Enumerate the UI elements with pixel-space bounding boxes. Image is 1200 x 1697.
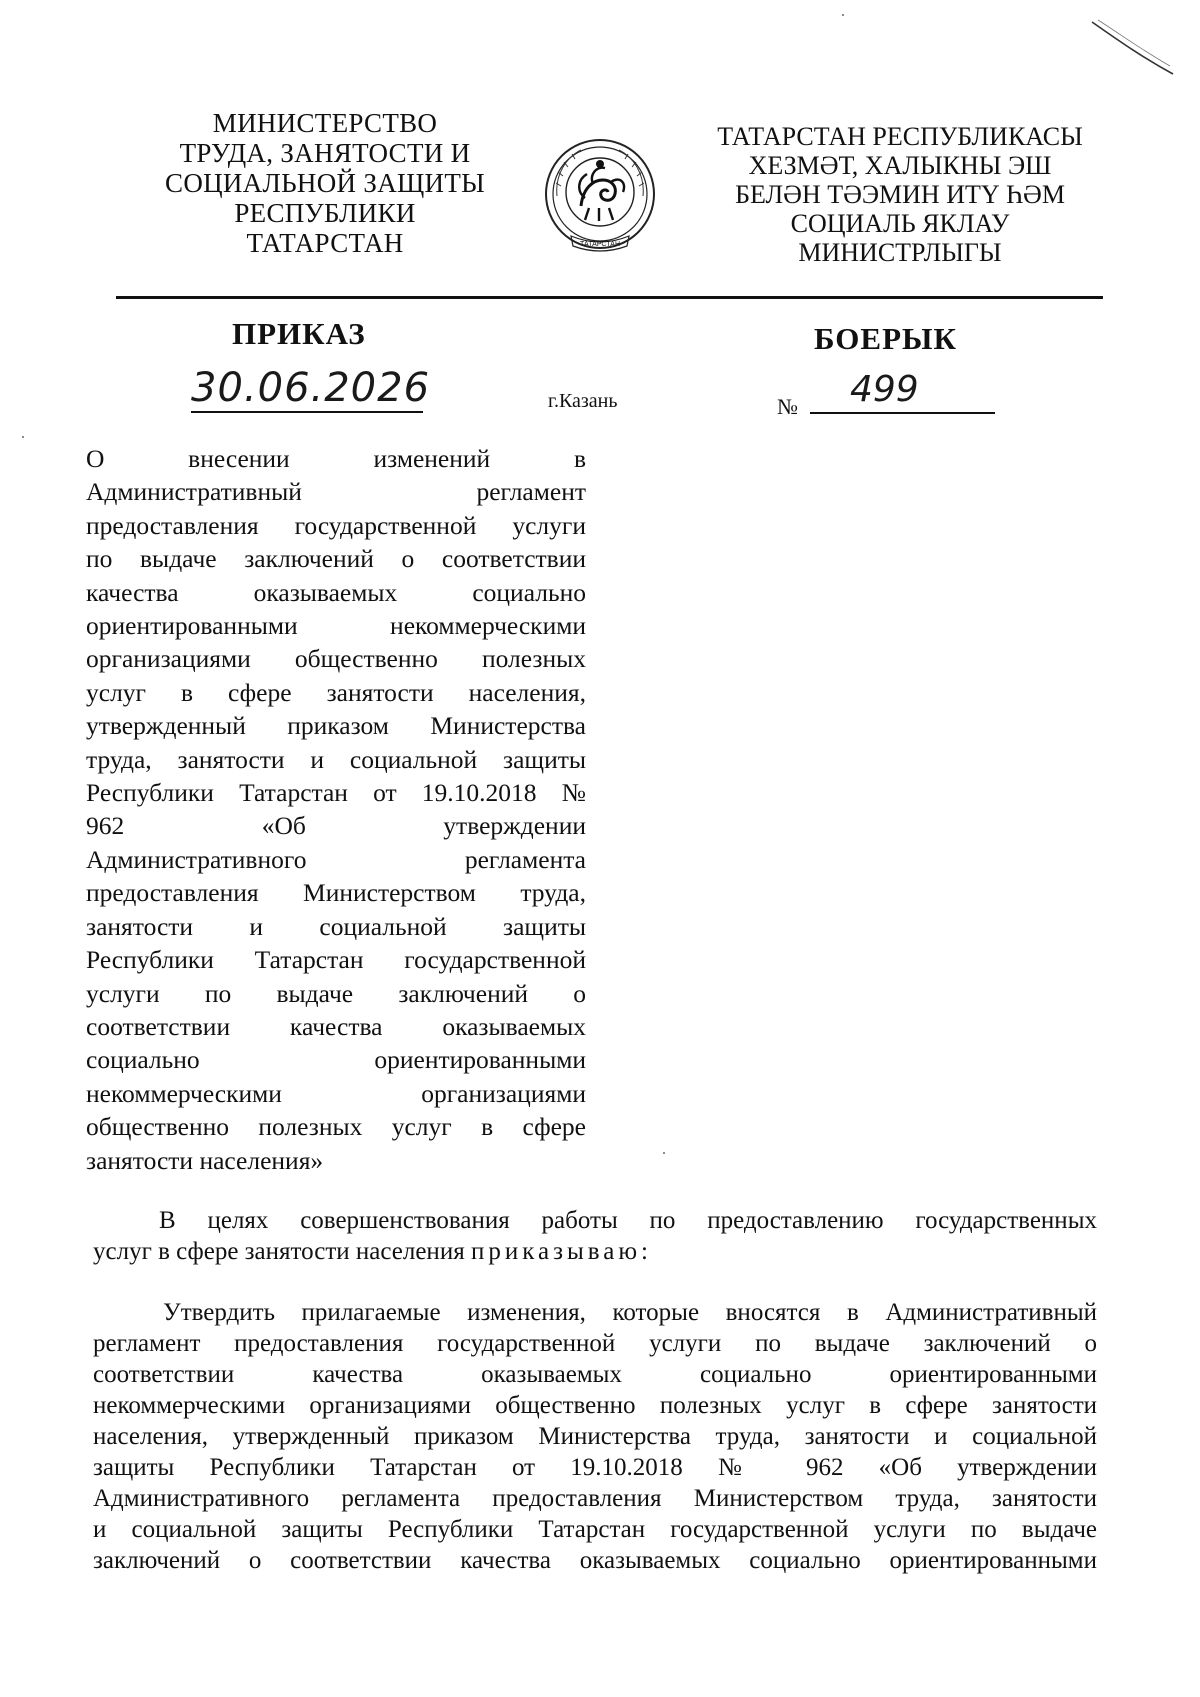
order-number-label: № xyxy=(777,394,798,419)
paragraph-text: услуг в сфере занятости населения xyxy=(93,1238,471,1265)
subject-line: Административный регламент xyxy=(86,477,586,507)
ministry-name-ru-line: РЕСПУБЛИКИ xyxy=(234,198,416,228)
tatarstan-emblem-icon xyxy=(541,136,659,256)
subject-line: общественно полезных услуг в сфере xyxy=(86,1112,586,1142)
subject-line: соответствии качества оказываемых xyxy=(86,1011,586,1041)
subject-line: ориентированными некоммерческими xyxy=(86,611,586,641)
operative-paragraph xyxy=(93,1297,1097,1576)
ministry-name-tt-line: ХЕЗМӘТ, ХАЛЫКНЫ ЭШ xyxy=(748,151,1052,180)
subject-line: организациями общественно полезных xyxy=(86,644,586,674)
ministry-name-tt-line: МИНИСТРЛЫГЫ xyxy=(798,238,1002,267)
paragraph-line: и социальной защиты Республики Татарстан государственной услуги по выдаче xyxy=(93,1516,1097,1543)
subject-line: Республики Татарстан от 19.10.2018 № xyxy=(86,778,586,808)
ministry-name-tt-line: ТАТАРСТАН РЕСПУБЛИКАСЫ xyxy=(717,122,1083,151)
paragraph-line xyxy=(93,1236,1097,1267)
scan-scratch-mark xyxy=(1090,18,1175,78)
ministry-name-ru xyxy=(130,108,520,258)
subject-line: занятости и социальной защиты xyxy=(86,911,586,941)
subject-line: занятости населения» xyxy=(86,1145,324,1175)
ministry-name-ru-line: ТРУДА, ЗАНЯТОСТИ И xyxy=(179,138,471,168)
preamble-paragraph xyxy=(93,1205,1097,1267)
header-divider xyxy=(116,296,1103,299)
subject-line: утвержденный приказом Министерства xyxy=(86,711,586,741)
subject-line: по выдаче заключений о соответствии xyxy=(86,544,586,574)
subject-line: труда, занятости и социальной защиты xyxy=(86,744,586,774)
subject-line: социально ориентированными xyxy=(86,1045,586,1075)
paragraph-line: населения, утвержденный приказом Министерства труда, занятости и социальной xyxy=(93,1423,1097,1450)
scan-speck xyxy=(663,1152,665,1154)
order-number: 499 xyxy=(810,368,995,414)
subject-line: Республики Татарстан государственной xyxy=(86,945,586,975)
ministry-name-tt-line: СОЦИАЛЬ ЯКЛАУ xyxy=(790,209,1010,238)
paragraph-line: некоммерческими организациями общественно полезных услуг в сфере занятости xyxy=(93,1392,1097,1419)
subject-line: предоставления государственной услуги xyxy=(86,510,586,540)
subject-line: услуг в сфере занятости населения, xyxy=(86,677,586,707)
order-date: 30.06.2026 xyxy=(191,365,431,411)
scan-speck xyxy=(842,14,844,16)
order-verb: приказываю: xyxy=(470,1238,652,1265)
subject-line: Административного регламента xyxy=(86,844,586,874)
order-city: г.Казань xyxy=(548,390,618,412)
paragraph-line: защиты Республики Татарстан от 19.10.2018 № 962 «Об утверждении xyxy=(93,1454,1097,1481)
paragraph-line: Административного регламента предоставления Министерством труда, занятости xyxy=(93,1485,1097,1512)
scan-speck xyxy=(22,436,24,438)
order-subject xyxy=(86,442,586,1177)
ministry-name-ru-line: СОЦИАЛЬНОЙ ЗАЩИТЫ xyxy=(165,168,485,198)
ministry-name-tt-line: БЕЛӘН ТӘЭМИН ИТҮ ҺӘМ xyxy=(735,180,1065,209)
doc-title-tt: БОЕРЫК xyxy=(814,321,957,356)
subject-line: качества оказываемых социально xyxy=(86,577,586,607)
ministry-name-ru-line: МИНИСТЕРСТВО xyxy=(212,108,438,138)
paragraph-line: В целях совершенствования работы по предоставлению государственных xyxy=(159,1207,1097,1234)
doc-title-ru: ПРИКАЗ xyxy=(232,316,366,351)
subject-line: О внесении изменений в xyxy=(86,444,586,473)
paragraph-line: регламент предоставления государственной услуги по выдаче заключений о xyxy=(93,1330,1097,1357)
emblem-ribbon-text: ТАТАРСТАН xyxy=(579,241,621,248)
subject-line: предоставления Министерством труда, xyxy=(86,878,586,908)
paragraph-line: заключений о соответствии качества оказываемых социально ориентированными xyxy=(93,1547,1097,1574)
ministry-name-ru-line: ТАТАРСТАН xyxy=(246,228,404,258)
paragraph-line: соответствии качества оказываемых социально ориентированными xyxy=(93,1361,1097,1388)
subject-line: 962 «Об утверждении xyxy=(86,811,586,841)
ministry-name-tt xyxy=(690,122,1110,267)
subject-line: услуги по выдаче заключений о xyxy=(86,978,586,1008)
paragraph-line: Утвердить прилагаемые изменения, которые вносятся в Административный xyxy=(163,1299,1097,1326)
subject-line: некоммерческими организациями xyxy=(86,1078,586,1108)
